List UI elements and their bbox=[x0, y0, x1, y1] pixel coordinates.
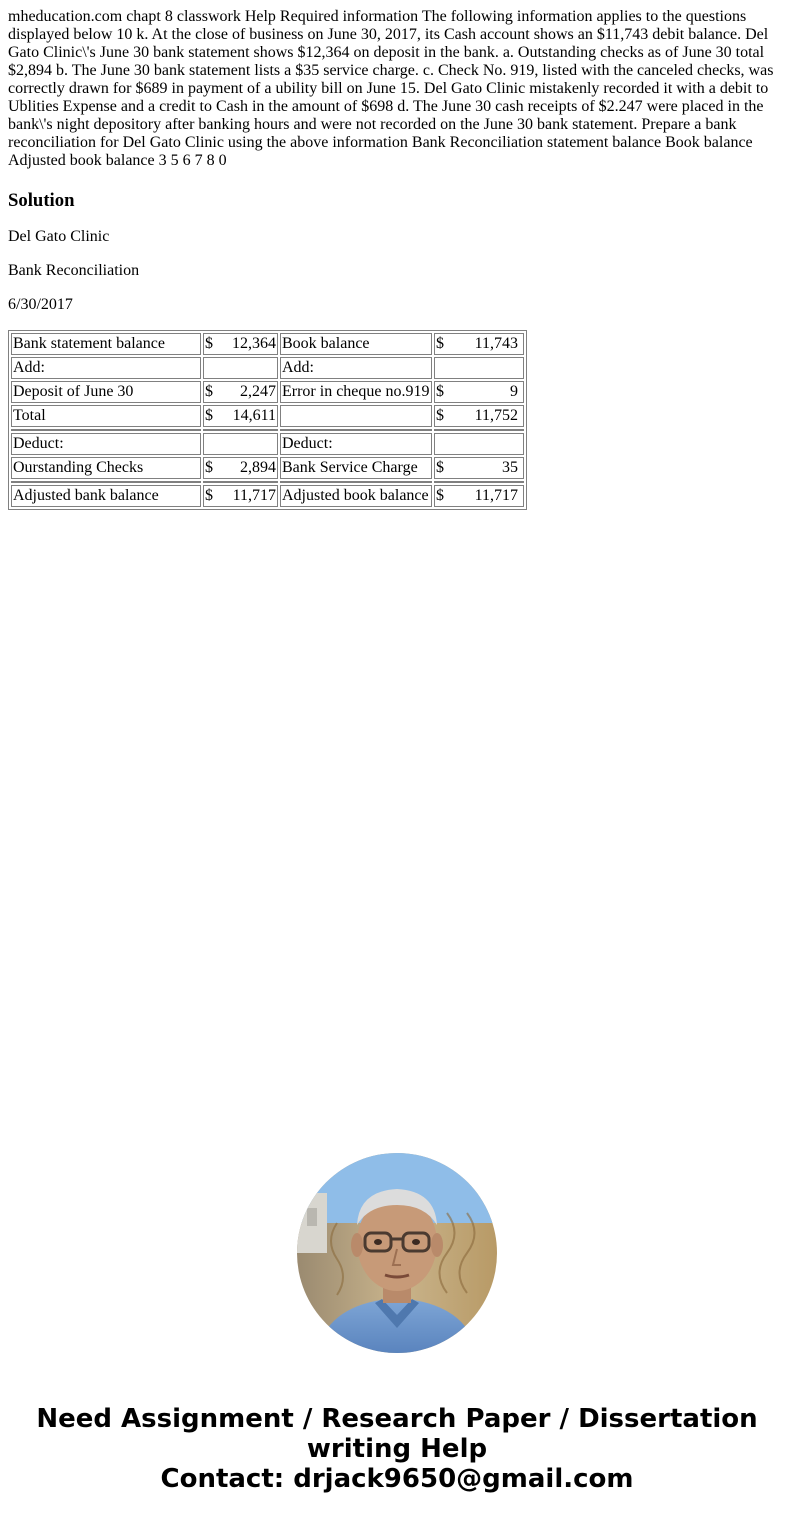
amount-value: 11,743 bbox=[474, 335, 518, 352]
document-content bbox=[8, 8, 786, 510]
bank-amount-cell bbox=[203, 405, 278, 427]
book-amount-cell bbox=[434, 433, 524, 455]
book-label-cell: Bank Service Charge bbox=[280, 457, 432, 479]
book-amount-cell bbox=[434, 357, 524, 379]
separator-cell bbox=[434, 481, 524, 483]
table-separator-row bbox=[11, 429, 524, 431]
book-label-cell: Error in cheque no.919 bbox=[280, 381, 432, 403]
currency-sign: $ bbox=[436, 487, 444, 504]
amount-value: 11,752 bbox=[474, 407, 518, 424]
table-row bbox=[11, 381, 524, 403]
separator-cell bbox=[203, 429, 278, 431]
bank-label-cell: Deduct: bbox=[11, 433, 201, 455]
amount-value: 12,364 bbox=[232, 335, 276, 352]
table-row bbox=[11, 357, 524, 379]
solution-heading: Solution bbox=[8, 190, 75, 211]
amount-value: 35 bbox=[502, 459, 518, 476]
bank-label-cell: Add: bbox=[11, 357, 201, 379]
bank-reconciliation-table bbox=[8, 330, 527, 510]
bank-amount-cell bbox=[203, 357, 278, 379]
author-portrait-image bbox=[297, 1153, 497, 1353]
table-row bbox=[11, 485, 524, 507]
book-label-cell bbox=[280, 405, 432, 427]
currency-sign: $ bbox=[205, 383, 213, 400]
book-label-cell: Deduct: bbox=[280, 433, 432, 455]
amount-value: 9 bbox=[510, 383, 518, 400]
book-amount-cell bbox=[434, 457, 524, 479]
currency-sign: $ bbox=[205, 335, 213, 352]
reconciliation-title: Bank Reconciliation bbox=[8, 262, 140, 279]
promo-line-2: writing Help bbox=[306, 1434, 488, 1464]
separator-cell bbox=[280, 481, 432, 483]
bank-label-cell: Total bbox=[11, 405, 201, 427]
promo-line-1: Need Assignment / Research Paper / Dissertation bbox=[36, 1404, 758, 1434]
reconciliation-date: 6/30/2017 bbox=[8, 296, 73, 313]
amount-value: 2,894 bbox=[240, 459, 276, 476]
bank-label-cell: Deposit of June 30 bbox=[11, 381, 201, 403]
bank-label-cell: Ourstanding Checks bbox=[11, 457, 201, 479]
currency-sign: $ bbox=[436, 407, 444, 424]
question-text: mheducation.com chapt 8 classwork Help Required information The following information applies to the questions displayed below 10 k. At the close of business on June 30, 2017, its Cash account shows an $11,743 debit balance. Del Gato Clinic\'s June 30 bank statement shows $12,364 on deposit in the bank. a. Outstanding checks as of June 30 total $2,894 b. The June 30 bank statement lists a $35 service charge. c. Check No. 919, listed with the canceled checks, was correctly drawn for $689 in payment of a ubility bill on June 15. Del Gato Clinic mistakenly recorded it with a debit to Ublities Expense and a credit to Cash in the amount of $698 d. The June 30 cash receipts of $2.247 were placed in the bank\'s night depository after banking hours and were not recorded on the June 30 bank statement. Prepare a bank reconciliation for Del Gato Clinic using the above information Bank Reconciliation statement balance Book balance Adjusted book balance 3 5 6 7 8 0 bbox=[8, 8, 774, 169]
book-amount-cell bbox=[434, 405, 524, 427]
company-name: Del Gato Clinic bbox=[8, 228, 110, 245]
book-label-cell: Add: bbox=[280, 357, 432, 379]
promo-banner bbox=[0, 1404, 794, 1494]
amount-value: 14,611 bbox=[232, 407, 276, 424]
author-avatar bbox=[297, 1153, 497, 1353]
book-amount-cell bbox=[434, 333, 524, 355]
currency-sign: $ bbox=[436, 459, 444, 476]
currency-sign: $ bbox=[436, 383, 444, 400]
amount-value: 11,717 bbox=[232, 487, 276, 504]
separator-cell bbox=[434, 429, 524, 431]
separator-cell bbox=[11, 429, 201, 431]
separator-cell bbox=[11, 481, 201, 483]
table-separator-row bbox=[11, 481, 524, 483]
book-amount-cell bbox=[434, 381, 524, 403]
bank-label-cell: Adjusted bank balance bbox=[11, 485, 201, 507]
table-row bbox=[11, 405, 524, 427]
separator-cell bbox=[280, 429, 432, 431]
book-label-cell: Adjusted book balance bbox=[280, 485, 432, 507]
bank-amount-cell bbox=[203, 381, 278, 403]
table-row bbox=[11, 433, 524, 455]
bank-amount-cell bbox=[203, 457, 278, 479]
bank-label-cell: Bank statement balance bbox=[11, 333, 201, 355]
bank-amount-cell bbox=[203, 433, 278, 455]
bank-amount-cell bbox=[203, 333, 278, 355]
amount-value: 11,717 bbox=[474, 487, 518, 504]
book-amount-cell bbox=[434, 485, 524, 507]
separator-cell bbox=[203, 481, 278, 483]
amount-value: 2,247 bbox=[240, 383, 276, 400]
table-row bbox=[11, 457, 524, 479]
promo-contact: Contact: drjack9650@gmail.com bbox=[160, 1464, 634, 1494]
book-label-cell: Book balance bbox=[280, 333, 432, 355]
bank-amount-cell bbox=[203, 485, 278, 507]
currency-sign: $ bbox=[436, 335, 444, 352]
table-row bbox=[11, 333, 524, 355]
currency-sign: $ bbox=[205, 459, 213, 476]
currency-sign: $ bbox=[205, 407, 213, 424]
currency-sign: $ bbox=[205, 487, 213, 504]
